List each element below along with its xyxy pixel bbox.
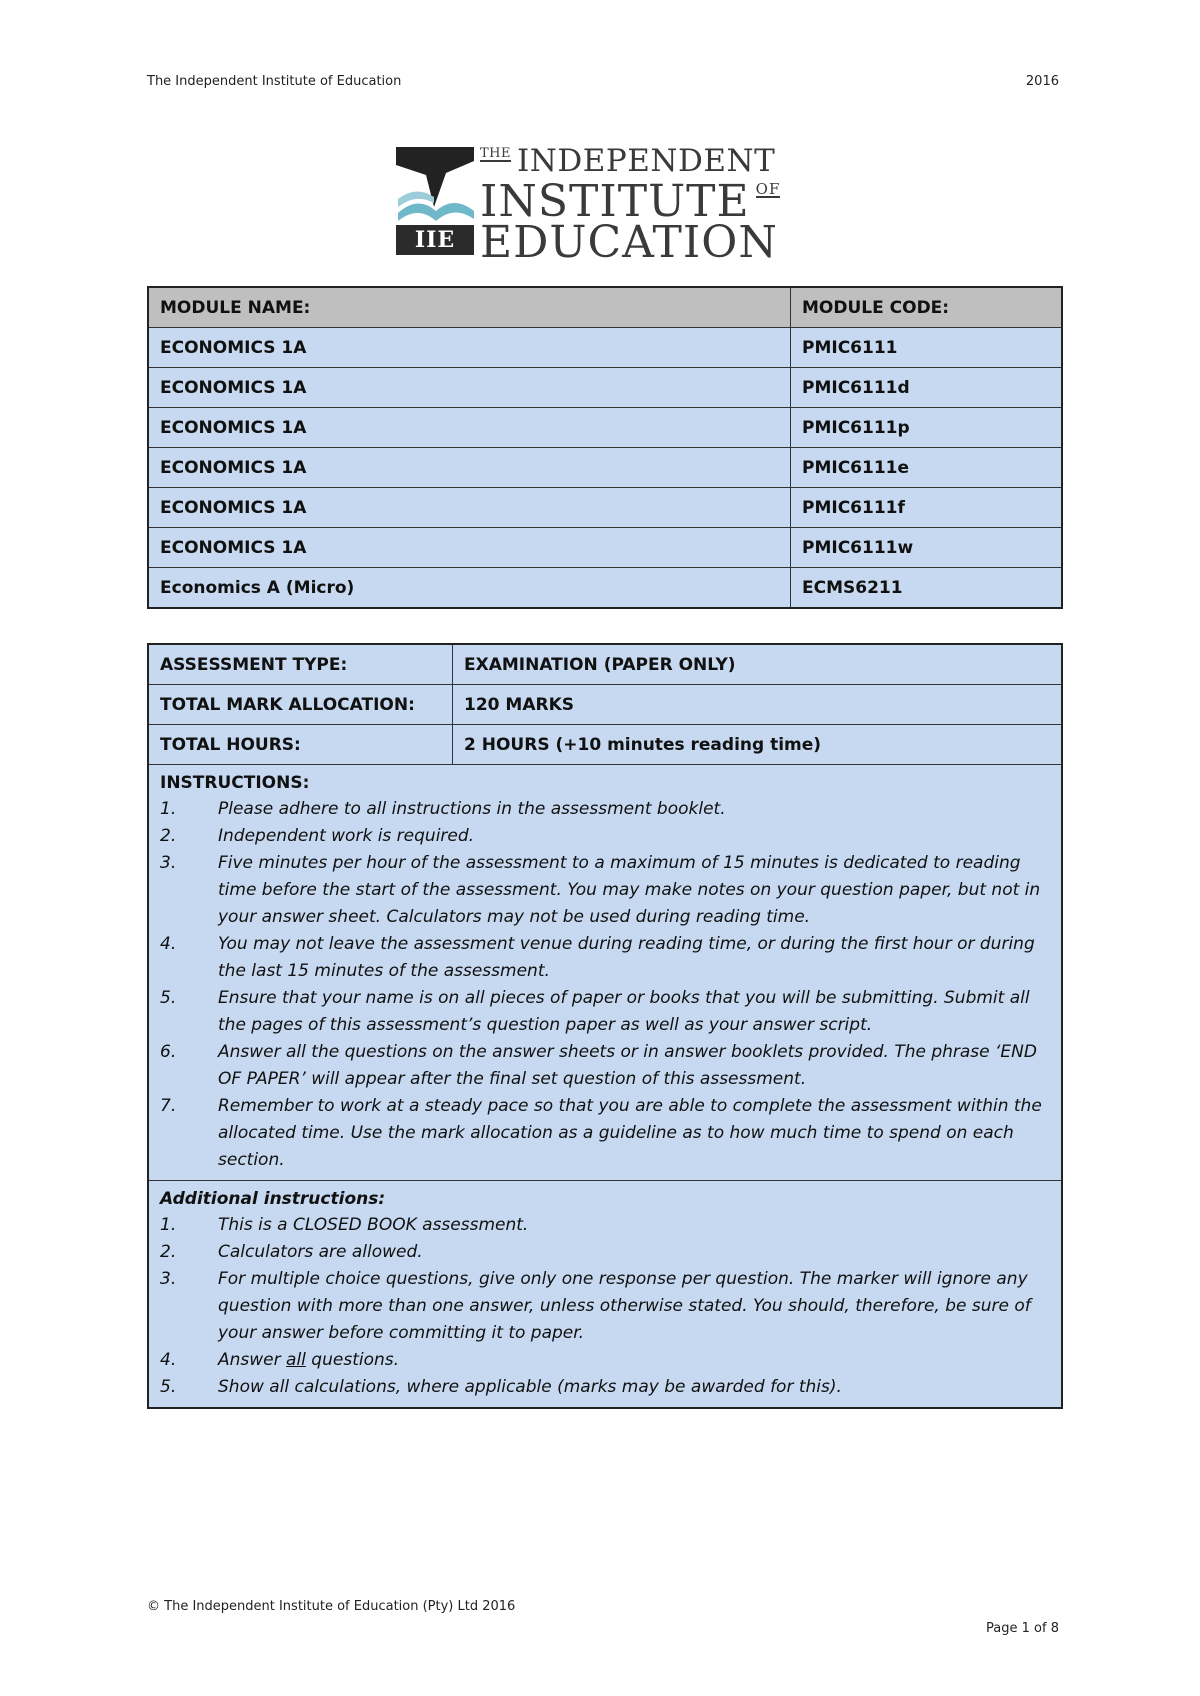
module-name: ECONOMICS 1A bbox=[148, 448, 791, 488]
item-text: Independent work is required. bbox=[218, 826, 475, 846]
module-name: ECONOMICS 1A bbox=[148, 368, 791, 408]
item-number: 1. bbox=[160, 799, 177, 819]
table-row bbox=[148, 368, 1062, 408]
assessment-table bbox=[147, 643, 1063, 1409]
logo-institute: INSTITUTE bbox=[480, 176, 750, 227]
item-number: 2. bbox=[160, 1242, 177, 1262]
table-row bbox=[148, 328, 1062, 368]
page-header-institution: The Independent Institute of Education bbox=[147, 74, 402, 89]
logo-education: EDUCATION bbox=[480, 217, 778, 268]
logo-of: OF bbox=[755, 180, 781, 198]
module-table-header bbox=[148, 287, 1062, 328]
list-item bbox=[160, 1374, 1050, 1401]
item-text: Remember to work at a steady pace so that you are able to complete the assessment within the allocated time. Use the mark allocation as a guideline as to how much time to spend on each section. bbox=[218, 1096, 1042, 1170]
list-item bbox=[160, 1347, 1050, 1374]
table-row bbox=[148, 685, 1062, 725]
table-row bbox=[148, 448, 1062, 488]
list-item bbox=[160, 1212, 1050, 1239]
item-number: 3. bbox=[160, 853, 177, 873]
module-code: PMIC6111w bbox=[791, 528, 1063, 568]
item-text-after: questions. bbox=[305, 1350, 400, 1370]
footer-page-number: Page 1 of 8 bbox=[986, 1621, 1059, 1636]
module-table bbox=[147, 286, 1063, 609]
item-text: Answer all the questions on the answer sheets or in answer booklets provided. The phrase ‘END OF PAPER’ will appear after the final set question of this assessment. bbox=[218, 1042, 1037, 1089]
module-name: ECONOMICS 1A bbox=[148, 528, 791, 568]
item-number: 5. bbox=[160, 1377, 177, 1397]
iie-logo bbox=[396, 143, 812, 268]
item-text-underlined: all bbox=[286, 1350, 306, 1370]
total-hours-value: 2 HOURS (+10 minutes reading time) bbox=[453, 725, 1063, 765]
list-item bbox=[160, 931, 1050, 985]
total-marks-label: TOTAL MARK ALLOCATION: bbox=[148, 685, 453, 725]
logo-independent: INDEPENDENT bbox=[517, 143, 776, 179]
module-code: PMIC6111e bbox=[791, 448, 1063, 488]
item-number: 4. bbox=[160, 1350, 177, 1370]
module-code-header: MODULE CODE: bbox=[791, 287, 1063, 328]
table-row bbox=[148, 725, 1062, 765]
footer-copyright: © The Independent Institute of Education (Pty) Ltd 2016 bbox=[147, 1599, 516, 1614]
list-item bbox=[160, 850, 1050, 931]
item-number: 2. bbox=[160, 826, 177, 846]
list-item bbox=[160, 1093, 1050, 1174]
item-text-before: Answer bbox=[218, 1350, 287, 1370]
module-code: PMIC6111d bbox=[791, 368, 1063, 408]
item-number: 1. bbox=[160, 1215, 177, 1235]
item-text: You may not leave the assessment venue during reading time, or during the first hour or during the last 15 minutes of the assessment. bbox=[218, 934, 1035, 981]
module-name: ECONOMICS 1A bbox=[148, 408, 791, 448]
module-name-header: MODULE NAME: bbox=[148, 287, 791, 328]
module-code: PMIC6111p bbox=[791, 408, 1063, 448]
list-item bbox=[160, 1239, 1050, 1266]
item-text: Five minutes per hour of the assessment to a maximum of 15 minutes is dedicated to reading time before the start of the assessment. You may make notes on your question paper, but not in your answer sheet. Calculators may not be used during reading time. bbox=[218, 853, 1041, 927]
item-text bbox=[218, 1347, 1050, 1374]
item-number: 7. bbox=[160, 1096, 177, 1116]
assessment-type-label: ASSESSMENT TYPE: bbox=[148, 644, 453, 685]
total-hours-label: TOTAL HOURS: bbox=[148, 725, 453, 765]
additional-instructions-title: Additional instructions: bbox=[160, 1189, 386, 1209]
logo-the: THE bbox=[480, 146, 511, 161]
item-number: 5. bbox=[160, 988, 177, 1008]
item-text: Calculators are allowed. bbox=[218, 1242, 423, 1262]
item-text: Please adhere to all instructions in the assessment booklet. bbox=[218, 799, 726, 819]
list-item bbox=[160, 796, 1050, 823]
item-text: For multiple choice questions, give only one response per question. The marker will ignore any question with more than one answer, unless otherwise stated. You should, therefore, be sure of your answer before committing it to paper. bbox=[218, 1269, 1031, 1343]
assessment-type-value: EXAMINATION (PAPER ONLY) bbox=[453, 644, 1063, 685]
list-item bbox=[160, 823, 1050, 850]
additional-instructions-cell bbox=[148, 1181, 1062, 1409]
item-number: 4. bbox=[160, 934, 177, 954]
table-row bbox=[148, 488, 1062, 528]
table-row bbox=[148, 568, 1062, 609]
module-code: PMIC6111 bbox=[791, 328, 1063, 368]
module-name: ECONOMICS 1A bbox=[148, 488, 791, 528]
instructions-title: INSTRUCTIONS: bbox=[160, 773, 310, 793]
item-text: This is a CLOSED BOOK assessment. bbox=[218, 1215, 529, 1235]
table-row bbox=[148, 408, 1062, 448]
list-item bbox=[160, 1266, 1050, 1347]
table-row bbox=[148, 528, 1062, 568]
item-number: 6. bbox=[160, 1042, 177, 1062]
item-text: Ensure that your name is on all pieces of paper or books that you will be submitting. Submit all the pages of this assessment’s question paper as well as your answer script. bbox=[218, 988, 1030, 1035]
total-marks-value: 120 MARKS bbox=[453, 685, 1063, 725]
item-number: 3. bbox=[160, 1269, 177, 1289]
additional-instructions-row bbox=[148, 1181, 1062, 1409]
module-code: ECMS6211 bbox=[791, 568, 1063, 609]
iie-badge: IIE bbox=[396, 225, 474, 255]
list-item bbox=[160, 1039, 1050, 1093]
page-header-year: 2016 bbox=[1025, 74, 1059, 89]
instructions-cell bbox=[148, 765, 1062, 1181]
additional-instructions-list bbox=[160, 1212, 1050, 1401]
module-code: PMIC6111f bbox=[791, 488, 1063, 528]
instructions-list bbox=[160, 796, 1050, 1174]
table-row bbox=[148, 644, 1062, 685]
list-item bbox=[160, 985, 1050, 1039]
module-name: Economics A (Micro) bbox=[148, 568, 791, 609]
instructions-row bbox=[148, 765, 1062, 1181]
module-name: ECONOMICS 1A bbox=[148, 328, 791, 368]
item-text: Show all calculations, where applicable (marks may be awarded for this). bbox=[218, 1377, 842, 1397]
